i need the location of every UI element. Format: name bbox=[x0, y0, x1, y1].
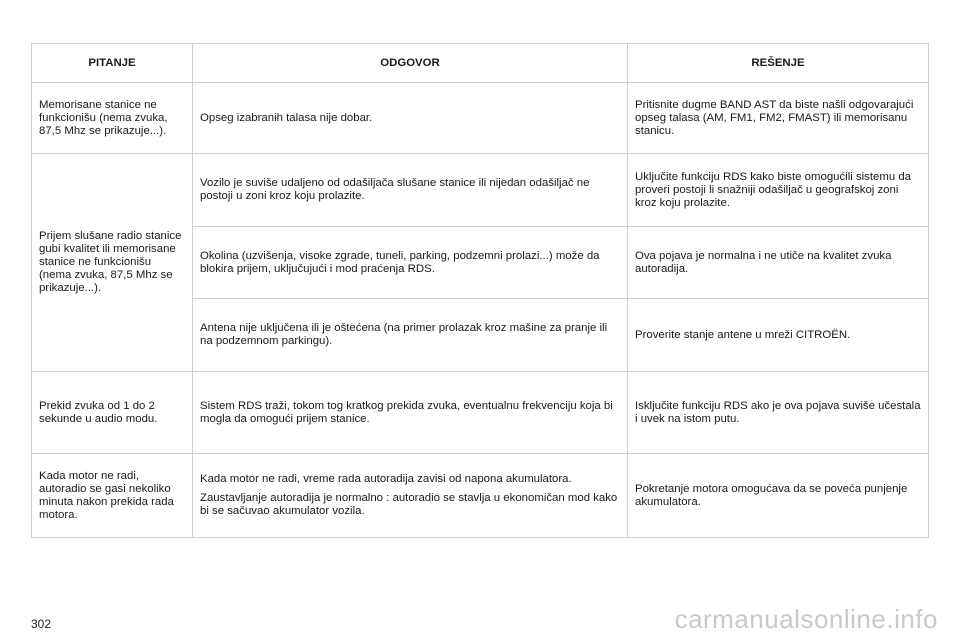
solution-cell: Proverite stanje antene u mreži CITROËN. bbox=[628, 299, 929, 372]
solution-cell: Uključite funkciju RDS kako biste omogućili sistemu da proveri postoji li snažniji odašiljač u geografskoj zoni kroz koju prolazite. bbox=[628, 154, 929, 227]
solution-cell: Isključite funkciju RDS ako je ova pojava suviše učestala i uvek na istom putu. bbox=[628, 372, 929, 454]
answer-text: Zaustavljanje autoradija je normalno : autoradio se stavlja u ekonomičan mod kako bi se sačuvao akumulator vozila. bbox=[200, 492, 618, 517]
answer-cell bbox=[193, 372, 628, 454]
solution-cell: Pokretanje motora omogućava da se poveća punjenje akumulatora. bbox=[628, 454, 929, 538]
answer-text: Kada motor ne radi, vreme rada autoradija zavisi od napona akumulatora. bbox=[200, 473, 572, 485]
answer-text: Vozilo je suviše udaljeno od odašiljača slušane stanice ili nijedan odašiljač ne postoji u zoni kroz koju prolazite. bbox=[200, 177, 590, 202]
answer-cell bbox=[193, 454, 628, 538]
answer-text: Antena nije uključena ili je oštećena (na primer prolazak kroz mašine za pranje ili na podzemnom parkingu). bbox=[200, 322, 608, 347]
table-row bbox=[32, 154, 929, 227]
header-solution: REŠENJE bbox=[628, 44, 929, 83]
answer-text: Sistem RDS traži, tokom tog kratkog prekida zvuka, eventualnu frekvenciju koja bi mogla da omogući prijem stanice. bbox=[200, 399, 613, 425]
answer-text: Okolina (uzvišenja, visoke zgrade, tuneli, parking, podzemni prolazi...) može da blokira prijem, uključujući i mod praćenja RDS. bbox=[200, 249, 600, 275]
header-row bbox=[32, 44, 929, 83]
question-cell: Prekid zvuka od 1 do 2 sekunde u audio modu. bbox=[32, 372, 193, 454]
question-cell: Memorisane stanice ne funkcionišu (nema zvuka, 87,5 Mhz se prikazuje...). bbox=[32, 83, 193, 154]
answer-cell bbox=[193, 299, 628, 372]
answer-cell bbox=[193, 227, 628, 299]
page-number: 302 bbox=[31, 617, 52, 631]
header-answer: ODGOVOR bbox=[193, 44, 628, 83]
answer-cell bbox=[193, 154, 628, 227]
table-row bbox=[32, 372, 929, 454]
table-row bbox=[32, 83, 929, 154]
solution-cell: Pritisnite dugme BAND AST da biste našli odgovarajući opseg talasa (AM, FM1, FM2, FMAST) ili memorisanu stanicu. bbox=[628, 83, 929, 154]
troubleshooting-table bbox=[31, 43, 929, 538]
answer-cell bbox=[193, 83, 628, 154]
table-row bbox=[32, 454, 929, 538]
answer-text: Opseg izabranih talasa nije dobar. bbox=[200, 111, 373, 124]
question-cell: Prijem slušane radio stanice gubi kvalitet ili memorisane stanice ne funkcionišu (nema zvuka, 87,5 Mhz se prikazuje...). bbox=[32, 154, 193, 372]
question-cell: Kada motor ne radi, autoradio se gasi nekoliko minuta nakon prekida rada motora. bbox=[32, 454, 193, 538]
solution-cell: Ova pojava je normalna i ne utiče na kvalitet zvuka autoradija. bbox=[628, 227, 929, 299]
watermark: carmanualsonline.info bbox=[674, 604, 938, 634]
header-question: PITANJE bbox=[32, 44, 193, 83]
